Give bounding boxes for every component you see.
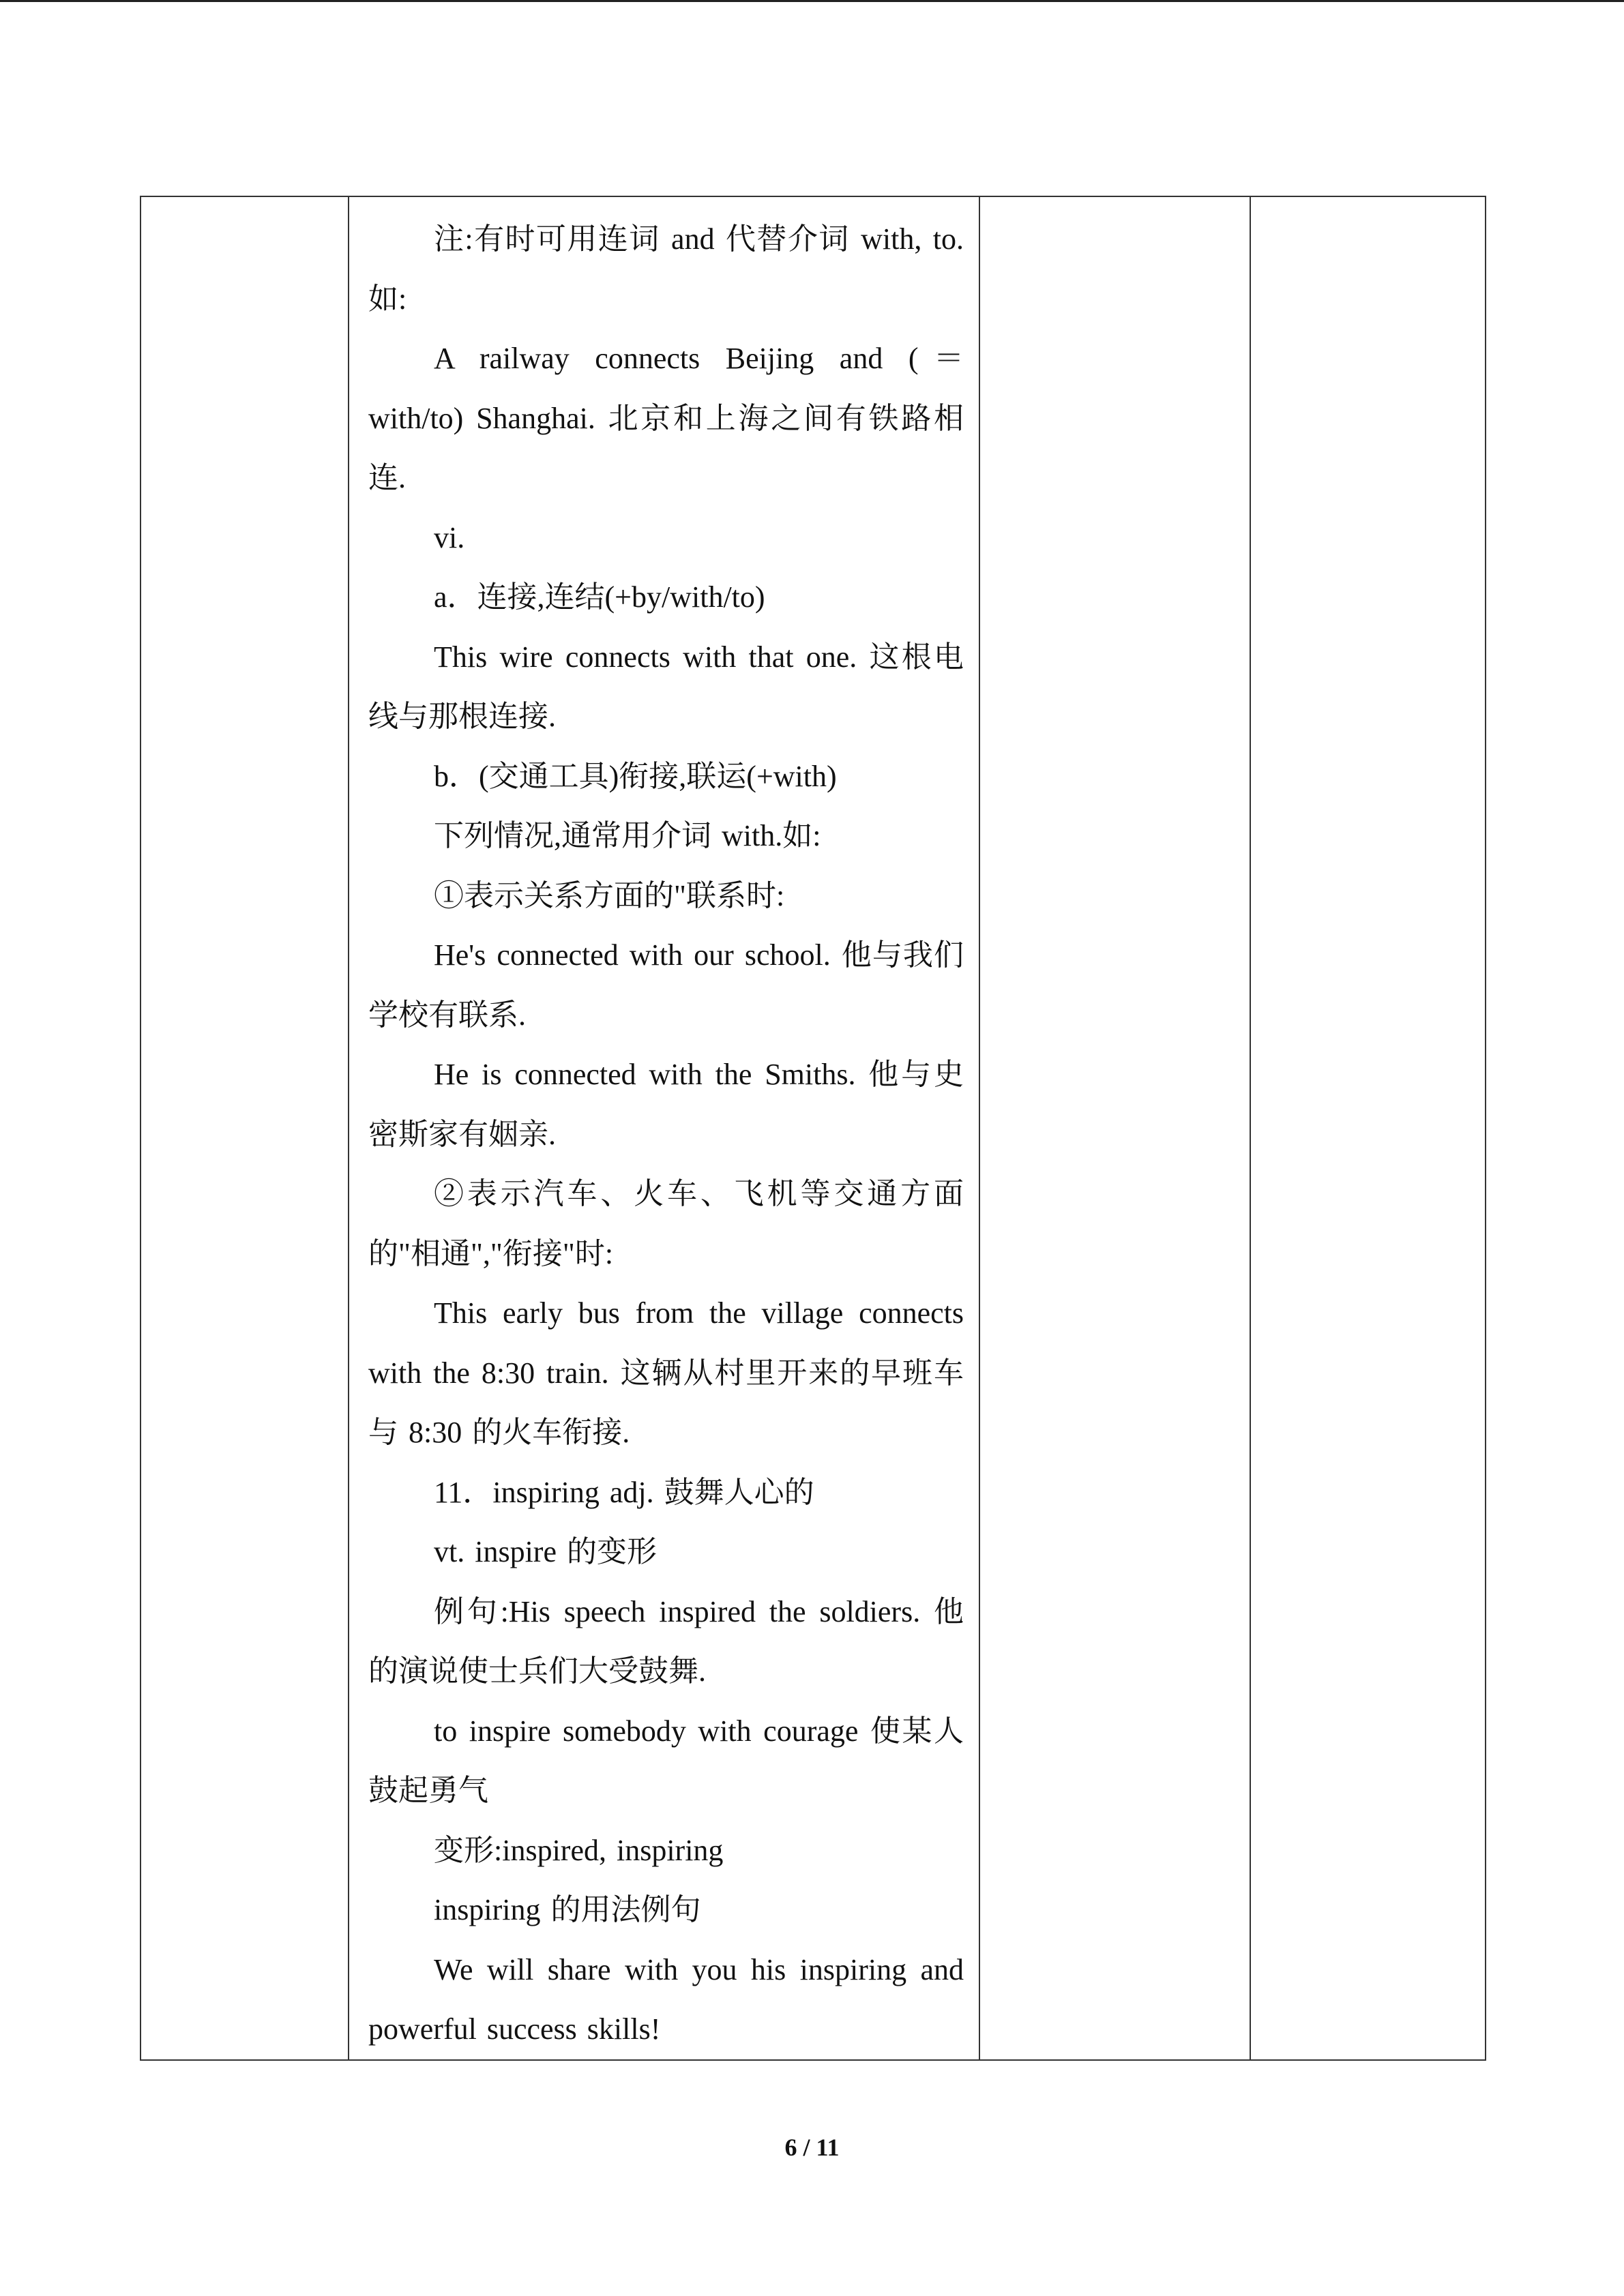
paragraph-example-school: He's connected with our school. 他与我们学校有联系. <box>368 938 964 1032</box>
paragraph-example-courage: to inspire somebody with courage 使某人鼓起勇气 <box>368 1714 964 1807</box>
page-number: 6 / 11 <box>784 2134 840 2161</box>
paragraph-sense-b: b．(交通工具)衔接,联运(+with) <box>434 759 837 793</box>
paragraph-example-speech: 例句:His speech inspired the soldiers. 他的演说使士兵们大受鼓舞. <box>368 1594 964 1688</box>
paragraph-usage-heading: inspiring 的用法例句 <box>434 1893 701 1926</box>
paragraph-entry-inspiring: 11．inspiring adj. 鼓舞人心的 <box>434 1475 814 1509</box>
paragraph-usage-with: 下列情况,通常用介词 with.如: <box>434 819 821 852</box>
paragraph-example-bus: This early bus from the village connects with the 8:30 train. 这辆从村里开来的早班车与 8:30 的火车衔接. <box>368 1296 964 1449</box>
paragraph-note: 注:有时可用连词 and 代替介词 with, to.如: <box>368 222 964 316</box>
paragraph-example-skills: We will share with you his inspiring and powerful success skills! <box>368 1952 964 2046</box>
paragraph-sense-a: a．连接,连结(+by/with/to) <box>434 580 765 614</box>
paragraph-forms: 变形:inspired, inspiring <box>434 1833 724 1867</box>
paragraph-example-wire: This wire connects with that one. 这根电线与那根连接. <box>368 640 964 733</box>
table-cell-right-2 <box>1250 196 1486 2060</box>
table-cell-left <box>141 196 349 2060</box>
lesson-plan-table <box>140 196 1486 2061</box>
paragraph-inspire-form: vt. inspire 的变形 <box>434 1535 657 1568</box>
table-cell-right-1 <box>979 196 1250 2060</box>
paragraph-example-railway: A railway connects Beijing and (＝with/to) Shanghai. 北京和上海之间有铁路相连. <box>368 342 964 494</box>
paragraph-vi: vi. <box>434 520 465 554</box>
paragraph-case-2: ②表示汽车、火车、飞机等交通方面的"相通","衔接"时: <box>368 1177 964 1270</box>
paragraph-case-1: ①表示关系方面的"联系时: <box>434 878 785 912</box>
table-row <box>141 196 1486 2060</box>
table-cell-content <box>349 196 979 2060</box>
page-top-border <box>0 0 1624 2</box>
paragraph-example-smiths: He is connected with the Smiths. 他与史密斯家有姻亲. <box>368 1058 964 1151</box>
